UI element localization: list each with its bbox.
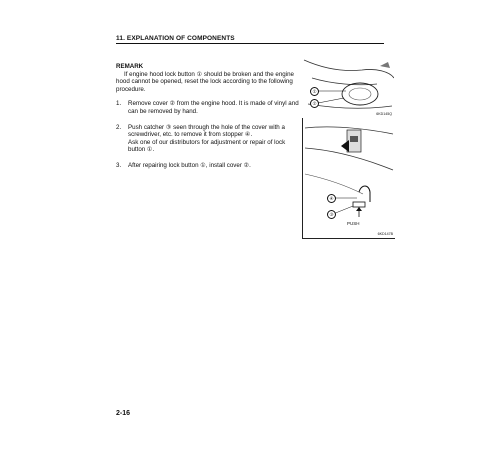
step-number: 3. [116,161,122,169]
figure-code: 6KD145Q [376,112,392,116]
push-label: PUSH [347,221,360,226]
figure-catcher-detail [302,118,395,239]
step-3 [116,162,300,170]
figure-code: 6KD147B [377,232,393,236]
callout-4: ④ [327,194,336,203]
figure-hood-lock [302,58,394,119]
step-line: Push catcher ③ seen through the hole of the cover with a screwdriver, etc. to remove it from stopper ④. [128,123,285,139]
step-line: After repairing lock button ①, install cover ②. [128,161,251,169]
text-column [116,63,300,178]
step-number: 2. [116,123,122,131]
step-text [128,124,300,154]
step-line: Remove cover ② from the engine hood. It is made of vinyl and can be removed by hand. [128,100,299,115]
catcher-illustration [303,118,395,238]
remark-body: If engine hood lock button ① should be broken and the engine hood cannot be opened, reset the lock according to the following procedure. [116,70,294,93]
section-header: 11. EXPLANATION OF COMPONENTS [116,35,384,44]
callout-3: ③ [327,210,336,219]
callout-1: ① [310,87,319,96]
step-number: 1. [116,100,122,108]
step-line: Ask one of our distributors for adjustment or repair of lock button ①. [128,138,286,154]
remark-title: REMARK [116,63,144,70]
page-number: 2-16 [116,410,131,417]
step-1 [116,100,300,115]
callout-2: ② [310,99,319,108]
step-text [128,100,300,115]
step-2 [116,124,300,154]
step-text [128,162,300,170]
